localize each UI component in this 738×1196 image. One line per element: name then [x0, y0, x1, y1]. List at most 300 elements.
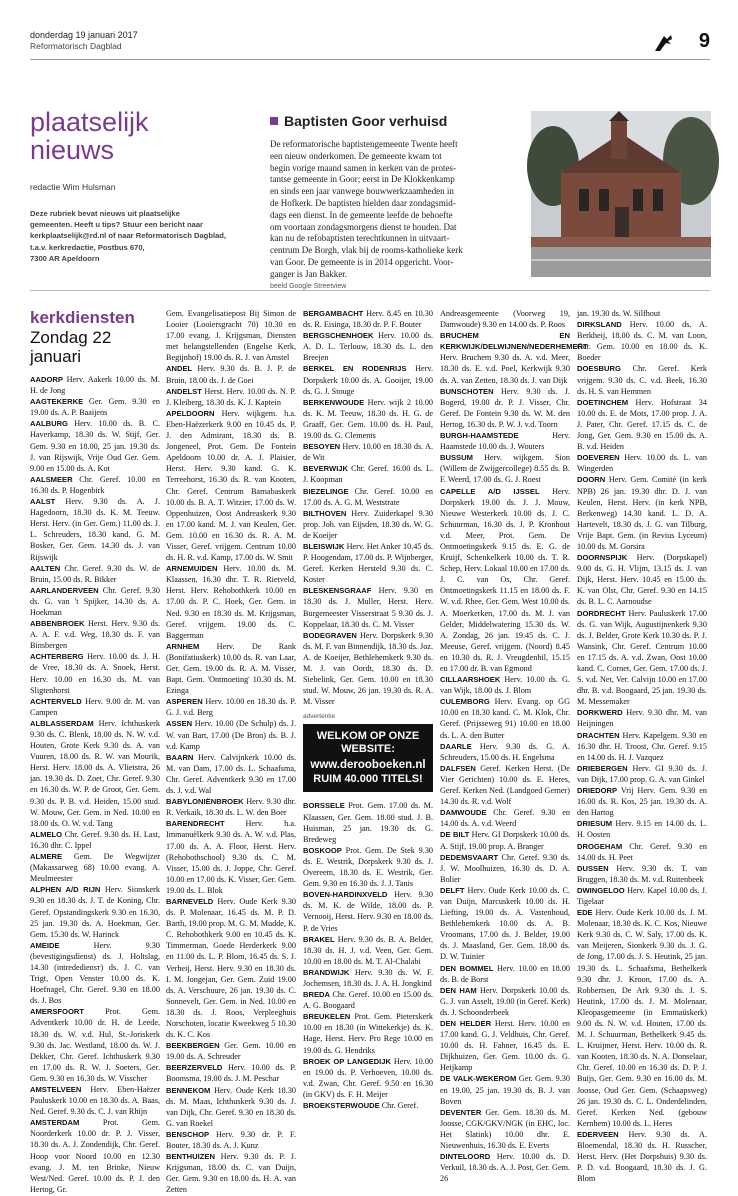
listing-place: AALBURG [30, 419, 68, 429]
listing-entry [166, 1040, 296, 1062]
listing-entry [440, 1151, 570, 1184]
listing-entry [577, 885, 707, 907]
listing-entry [166, 363, 296, 385]
section-editor: redactie Wim Hulsman [30, 182, 116, 192]
listing-entry [30, 563, 160, 585]
listing-place: DUSSEN [577, 863, 609, 873]
listing-details: Herv. 9.30 ds. B. J. P. de Bruin, 18.00 ds. J. de Goei [166, 364, 297, 385]
listing-details: Herv. 9.30 ds. A. J. Hagedoorn, 18.30 ds. K. M. Teeuw. Herst. Herv. (in Ger. Gem.) 11.00 ds. J. L. Schreuders, 18.30 kand. G. M. Bosker, Ger. Gem. 14.30 ds. J. van Rijswijk [30, 497, 161, 562]
listings-column-5 [577, 308, 708, 1184]
listing-details: Herv. wijk 2 10.00 ds. K. M. Teeuw, 18.30 ds. H. G. de Graaff, Ger. Gem. 10.00 ds. H. Paul, 19.00 ds. G. Clements [303, 397, 434, 441]
listing-entry [440, 885, 570, 963]
section-divider [30, 290, 710, 291]
listing-details: Herv. 9.30 (bevestigingsdienst) ds. J. Holtslag, 14.30 (intredediensт) ds. J. C. van Trigt, Open Venster 10.00 ds. K. Hoefnagel, Chr. Geref. 9.30 en 18.00 ds. J. Bos [30, 940, 160, 1006]
listing-details: Prot. Gem. Pieterskerk 10.00 en 18.30 (in Wittekerkje) ds. K. Hage, Herst. Herv. Pro Rege 10.00 en 19.00 ds. G. Hendriks [303, 1012, 433, 1055]
listing-entry [440, 1018, 570, 1073]
issue-date: donderdag 19 januari 2017 [30, 30, 138, 40]
listing-entry [30, 851, 160, 884]
listing-details: Herv. Dorpskerk 10.00 ds. G. J. van Asselt, 19.00 (in Geref. Kerk) ds. J. Schoonderbeek [440, 985, 570, 1017]
listing-entry [166, 818, 296, 896]
listing-place: ASPEREN [166, 697, 203, 707]
listing-details: Herv. Kapel 10.00 ds. J. Tigelaar [577, 885, 707, 906]
listing-place: DOORN [577, 475, 606, 485]
listing-details: Herv. Dorpskerk 19.00 ds. J. J. Mouw, Nieuwe Westerkerk 10.00 ds. J. C. Schuurman, 16.30 ds. J. P. Kronhout v.d. Meer, Prot. Gem. De Ontmoetingskerk 9.15 ds. E. G. de Kruijf, Schenkelkerk 10.00 ds. T. R. Schep, Herv. Lokaal 10.00 en 17.00 ds. J. C. van Os, Chr. Geref. Ontmoetingskerk 11.15 en 18.00 ds. F. W. v.d. Rhee, Ger. Gem. West 10.00 ds. A. Moerkerken, 17.00 ds. M. J. van Gelder, Middelwatering 15.30 ds. W. A. Zondag, 26 jan. 19.45 ds. C. J. Meeuse, Geref. vrijgem. (Noord) 8.45 en 10.30 ds. R. J. Vreugdenhil, 15.15 en 17.00 dr. B. van Egmond [440, 486, 571, 673]
listing-place: BENSCHOP [166, 1129, 210, 1139]
listing-details: Herv. 9.30 dr. P. F. Bouter, 18.30 ds. A. J. Kunz [166, 1129, 296, 1151]
listing-details: Herv. Het Anker 10.45 ds. P. Hoogendam, 17.00 ds. P. Wijnberger, Geref. Kerken Hersteld 9.30 ds. C. Koster [303, 541, 433, 585]
listing-place: ANDEL [166, 364, 193, 374]
listing-details: Prot. Gem. Noorderkerk 10.00 dr. P. J. Visser, 18.30 ds. A. J. Zondendijk, Chr. Geref. Hoop voor Noord 10.00 en 12.30 evang. J. M. ten Brinke, Nieuw West/Ned. Geref. 10.00 ds. P. J. den Hertog, Gr. [30, 1118, 160, 1194]
listing-entry [30, 396, 160, 418]
listing-details: Herv. Aakerk 10.00 ds. M. H. de Jong [30, 375, 160, 396]
listing-place: AADORP [30, 375, 63, 384]
listing-place: AMEIDE [30, 940, 60, 950]
listing-place: BRANDWIJK [303, 967, 350, 977]
listing-place: CAPELLE A/D IJSSEL [440, 486, 540, 496]
listing-place: ANDELST [166, 386, 202, 396]
listing-details: Herv. Oude Kerk 10.00 ds. C. van Duijn, Marcuskerk 10.00 ds. H. Liefting, 19.00 ds. A. Vastenhoud, Bethlehemkerk 10.00 ds. A. B. Vroomans, 17.00 ds. J. Belder, 19.00 ds. J. Maasland, Ger. Gem. 18.00 ds. D. W. Tuinier [440, 885, 570, 962]
listing-place: ALMERE [30, 852, 63, 862]
listing-entry [303, 967, 433, 989]
listing-entry [577, 608, 707, 708]
listing-entry [166, 718, 296, 751]
article-title: Baptisten Goor verhuisd [270, 113, 447, 129]
listing-place: DOEVEREN [577, 453, 620, 463]
listings-date: Zondag 22 januari [30, 328, 112, 366]
listing-place: DRIESUM [577, 819, 613, 829]
listing-details: Chr. Geref. 9.30 ds. G. van 't Spijker, 14.30 ds. A. Hoekman [30, 585, 160, 617]
listing-details: Herv. Zuiderkapel 9.30 prop. Joh. van Eijsden, 18.30 ds. W. G. de Koeijer [303, 508, 434, 540]
listing-entry [303, 845, 433, 889]
listing-details: Herv. 10.00 en 18.00 ds. B. de Borst [440, 963, 571, 984]
listing-details: Herv. 10.00 ds. B. C. Haverkamp, 18.30 ds. W. Stijf, Ger. Gem. 9.30 en 18.00, 25 jan. 19.30 ds. J. van Rijswijk, Vrije Oud Ger. Gem. 9.00 en 15.00 ds. A. Kot [30, 419, 160, 473]
listing-entry [303, 1011, 433, 1055]
listing-details: Herv. 9.30 ds. G. A. Schreuders, 15.00 ds. H. Engelsma [440, 741, 571, 762]
listing-entry [166, 641, 296, 696]
listing-place: AALSMEER [30, 474, 73, 484]
listing-entry [440, 308, 570, 330]
listing-place: DOORNSPIJK [577, 553, 628, 563]
listing-details: Chr. Geref. 9.30 ds. J. W. Moolhuizen, 16.30 ds. D. A. Bolier [440, 852, 570, 884]
listing-place: BABYLONIËNBROEK [166, 797, 244, 807]
listing-place: DELFT [440, 885, 465, 895]
listing-entry [30, 1006, 160, 1084]
listing-entry [166, 308, 296, 363]
listing-place: DALFSEN [440, 763, 476, 773]
listing-details: Herv. Hofstraat 34 10.00 ds. E. de Mots, 17.00 prop. J. A. J. Pater, Chr. Geref. 17.15 ds. C. de Jong, Ger. Gem. 9.30 en 15.00 ds. A. B. v.d. Heiden [577, 397, 707, 452]
listing-entry [577, 552, 707, 607]
listing-entry [303, 934, 433, 967]
listing-details: Chr. Geref. 10.00 en 17.00 ds. A. G. M. Weststrate [303, 486, 433, 507]
listing-details: Andreasgemeente (Voorweg 19, Damwoude) 9.30 en 14.00 ds. P. Roos [440, 309, 570, 330]
listing-entry [166, 796, 296, 818]
listing-place: ALPHEN A/D RIJN [30, 885, 101, 895]
listing-details: Herv. Evang. op GG 10.00 en 18.30 kand. C. M. Klok, Chr. Geref. (Prijsseweg 91) 10.00 en 18.00 ds. L. A. den Butter [440, 697, 571, 740]
listing-place: DINTELOORD [440, 1152, 491, 1162]
listing-details: Herv. 9.30 ds. M. K. de Wilde, 18.00 ds. P. Vernooij, Herst. Herv. 9.30 en 18.00 ds. P. de Vries [303, 890, 433, 933]
listing-place: BENNEKOM [166, 1085, 211, 1095]
listing-place: CULEMBORG [440, 697, 490, 707]
listing-place: BORSSELE [303, 801, 345, 811]
listing-entry [440, 674, 570, 696]
listings-column-2 [166, 308, 297, 1195]
listing-details: Herv. Haamstede 10.00 ds. J. Wouters [440, 431, 570, 452]
listing-entry [30, 585, 160, 618]
article-body: De reformatorische baptistengemeente Twente heeft een nieuw onderkomen. De gemeente kwam tot begin vorige maand samen in kerken van de protes- tantse gemeente in Goor; eerst in De Klokkenkamp en sinds een jaar vanwege bouwwerkzaamheden in de Hofkerk. De baptisten hielden daar zondagsmid- dags een dienst. In de gemeente leefde de behoefte om voortaan zondagsmorgens dienst te houden. Dat kan nu de refobaptisten terechtkunnen in uitvaart- centrum De Borgh, vlak bij de rooms-katholieke kerk van Goor. De gemeente is in 2014 opgericht. Voor- ganger is Jan Bakker. beeld Google Streetview [270, 139, 520, 292]
listing-details: Herv. Bruchem 9.30 ds. A. v.d. Meer, 18.30 ds. E. v.d. Poel, Kerkwijk 9.30 ds. A. van Zetten, 18.30 ds. J. van Dijk [440, 353, 570, 385]
listing-details: Herv. 10.00 ds. P. Boomsma, 19.00 ds. J. M. Peschar [166, 1063, 297, 1084]
listing-entry [577, 818, 707, 840]
listing-details: Chr. Geref. 9.30 ds. W. de Bruin, 15.00 ds. R. Bikker [30, 563, 160, 584]
listing-place: BURGH-HAAMSTEDE [440, 431, 519, 441]
listing-entry [440, 330, 588, 385]
listing-details: Geref. Kerken Herst. (De Vier Gerichten) 10.00 ds. E. Heres, Geref. Kerken Ned. (Landgoed Gerner) 14.30 ds. R. v.d. Wolf [440, 763, 570, 807]
listing-place: DE BILT [440, 830, 470, 840]
listing-details: Herv. 9.30 dhr. M. van Heijningen [577, 708, 707, 729]
listing-place: BREUKELEN [303, 1012, 351, 1022]
listing-place: DRIEDORP [577, 786, 618, 796]
listing-details: Herv. 10.00 ds. J. H. de Vree, 18.30 ds. A. Snoek, Herst. Herv. 10.00 en 16.30 ds. M. van Sligtenhorst [30, 652, 160, 695]
listing-entry [577, 863, 707, 885]
listing-details: Herv. 10.00 ds. D. Verkuil, 18.30 ds. A. J. Post, Ger. Gem. 26 [440, 1152, 571, 1184]
ad-website-link[interactable]: www.derooboeken.nl [310, 759, 426, 772]
listing-place: DORKWERD [577, 708, 623, 718]
listing-details: Herv. 9.30 ds. A. Bloemendal, 18.30 ds. H. Russcher, Herst. Herv. (Het Dorpshuis) 9.30 ds. P. D. v.d. Boogaard, 18.30 ds. J. G. Blom [577, 1129, 707, 1184]
newspaper-logo-icon [652, 32, 674, 54]
listing-details: jan. 19.30 ds. W. Silfhout [577, 309, 661, 318]
listing-details: Herv. wijkgem. Sion (Willem de Zwijgercollege) 8.55 ds. B. F. Weerd, 17.00 ds. G. J. Roest [440, 453, 570, 485]
listing-place: BEVERWIJK [303, 464, 349, 474]
church-photo [531, 111, 711, 277]
listing-entry [440, 985, 570, 1018]
newspaper-name: Reformatorisch Dagblad [30, 41, 122, 51]
listing-details: Herv. Oude Kerk 18.30 ds. M. Maas, Ichthuskerk 9.30 ds. J. van Dijk, Chr. Geref. 9.30 en 18.30 ds. G. van Roekel [166, 1085, 297, 1128]
listing-entry [166, 408, 296, 563]
listing-details: Herv. 10.00 ds. A. Berkheij, 18.00 ds. C. M. van Loon, Ger. Gem. 10.00 en 18.00 ds. K. Boeder [577, 320, 708, 363]
listing-details: Herv. 10.00 ds. A. D. L. Terlouw, 18.30 ds. L. den Breejen [303, 331, 433, 363]
listing-place: DORDRECHT [577, 608, 626, 618]
listing-place: DEN HAM [440, 985, 477, 995]
listing-place: BESOYEN [303, 442, 341, 452]
listing-details: Ger. Gem. 10.00 en 19.00 ds. A. Schreuder [166, 1041, 296, 1062]
listing-place: BARNEVELD [166, 896, 214, 906]
listing-entry [303, 889, 433, 933]
listing-entry [30, 884, 160, 939]
listing-details: Herv. 9.30 ds. J. Bogerd, 19.00 dr. P. J. Visser, Chr. Geref. De Fontein 9.30 ds. W. M. den Hertog, 16.30 ds. P. W. J. v.d. Toorn [440, 386, 570, 429]
listing-entry [30, 496, 160, 563]
listing-details: Chr. Geref. 10.00 en 15.00 ds. A. G. Boogaard [303, 990, 433, 1011]
listing-details: Herv. 9.30 dhr. R. Verkaik, 18.30 ds. L. W. den Boer [166, 797, 296, 818]
listing-place: DEVENTER [440, 1107, 482, 1117]
listing-place: AALST [30, 497, 56, 507]
listing-entry [577, 1129, 707, 1184]
listing-place: EDE [577, 908, 593, 918]
advertisement[interactable]: WELKOM OP ONZE WEBSITE: www.derooboeken.nl RUIM 40.000 TITELS! [303, 724, 433, 792]
listing-details: Herv. 10.00 ds. G. van Wijk, 18.00 ds. J. Blom [440, 675, 571, 696]
listing-details: Herv. 9.30 ds. T. van Bruggen, 18.30 ds. M. v.d. Ruitenbeek [577, 863, 708, 884]
listing-details: Prot. Gem. Adventkerk 10.00 dr. H. de Leede, 18.30 ds. W. v.d. Hul, St.-Joriskerk 9.30 ds. Jac. Westland, 18.00 ds. W. J. Dekker, Chr. Geref. Ichthuskerk 9.30 en 17.00 ds. R. W. J. Soeters, Ger. Gem. 9.30 en 16.30 ds. W. Visscher [30, 1007, 160, 1083]
listing-place: DEDEMSVAART [440, 852, 499, 862]
listing-entry [166, 752, 296, 796]
listing-details: Herv. GI Dorpskerk 10.00 ds. A. Stijf, 19.00 prop. A. Branger [440, 830, 570, 851]
listing-place: EDERVEEN [577, 1129, 619, 1139]
listing-place: BENTHUIZEN [166, 1152, 215, 1162]
listing-place: APELDOORN [166, 408, 215, 418]
listing-entry [577, 363, 707, 396]
listing-place: DAMWOUDE [440, 808, 487, 818]
listing-entry [577, 907, 707, 1129]
listing-place: BIEZELINGE [303, 486, 349, 496]
listing-details: Chr. Geref. 9.30 ds. H. Last, 16.30 dhr. C. Ippel [30, 829, 160, 850]
listing-place: DRIEBERGEN [577, 763, 628, 773]
listing-entry [577, 707, 707, 729]
listing-entry [577, 785, 707, 818]
listing-entry [440, 829, 570, 851]
listing-place: BERKEL EN RODENRIJS [303, 364, 407, 374]
listing-details: Herv. 10.00 en 18.30 ds. A. de Wit [303, 442, 433, 463]
listing-entry [30, 718, 160, 829]
listing-place: ARNEMUIDEN [166, 564, 218, 574]
listing-details: Herv. 10.00 ds. L. van Wingerden [577, 453, 708, 474]
listing-place: AARLANDERVEEN [30, 585, 99, 595]
listing-place: BERGAMBACHT [303, 309, 364, 318]
listing-place: BODEGRAVEN [303, 630, 357, 640]
listing-entry [440, 430, 570, 452]
listing-details: Herv. h.a. Immanuëlkerk 9.30 ds. A. W. v.d. Plas, 17.00 ds. A. A. Floor, Herst. Herv. (Rehobothschool) 9.30 ds. C. M. Visser, 15.00 ds. J. Joppe, Chr. Geref. 10.00 en 17.00 ds. K. Visser, Ger. Gem. 19.00 ds. L. Blok [166, 819, 297, 895]
listing-place: BLEISWIJK [303, 541, 345, 551]
listing-details: Ger. Gem. 9.30 en 19.00 ds. A. P. Baaijens [30, 397, 160, 418]
listing-place: AMSTELVEEN [30, 1085, 82, 1094]
listing-entry [577, 841, 707, 863]
listing-entry [440, 386, 570, 430]
ad-label: advertentie [303, 713, 336, 721]
listing-entry [166, 896, 296, 1040]
listing-place: AALTEN [30, 563, 61, 573]
listing-place: DOESBURG [577, 364, 621, 374]
listing-details: Gem. De Wegwijzer (Makassarweg 68) 10.00 evang. A. Meulmeester [30, 852, 161, 884]
listing-details: Herv. Calvijnkerk 10.00 ds. M. van Dam, 17.00 ds. L. Schaafsma, Chr. Geref. Adventkerk 9.30 en 17.00 ds. J. v.d. Wal [166, 752, 296, 796]
listing-details: Ger. Gem. 18.30 ds. M. Joosse, CGK/GKV/NGK (in EHC, loc. Het Slatink) 10.00 dhr. E. Nieuwenhuis, 16.30 ds. E. Everts [440, 1107, 571, 1151]
listing-place: BROEKSTERWOUDE [303, 1101, 380, 1110]
listing-details: Herv. 9.15 en 14.00 ds. L. H. Oosten [577, 819, 708, 840]
listing-entry [577, 397, 707, 452]
listing-entry [577, 452, 707, 474]
listing-entry [30, 940, 160, 1007]
listing-details: Herst. Herv. 10.00 ds. N. P. J. Kleiberg, 18.30 ds. K. J. Kaptein [166, 386, 297, 407]
listings-column-3 [303, 308, 434, 1110]
listing-entry [440, 963, 570, 985]
listing-place: BARENDRECHT [166, 819, 225, 829]
listing-details: Herv. GI 9.30 ds. J. van Dijk, 17.00 prop. G. A. van Ginkel [577, 763, 707, 784]
listing-entry [303, 541, 433, 585]
listing-details: Herv. (Dorpskapel) 9.00 ds. G. H. Vlijm, 13.15 ds. J. van Dijk, Herst. Herv. 10.45 en 15.00 ds. K. van Olst, Chr. Geref. 9.30 en 14.15 ds. B. L. C. Aarnoudse [577, 553, 708, 607]
listing-entry [303, 486, 433, 508]
listing-entry [30, 374, 160, 396]
page-number: 9 [698, 30, 710, 52]
listing-entry [303, 308, 433, 330]
listing-entry [30, 829, 160, 851]
listing-details: Herv. 9.00 dr. M. van Campen [30, 696, 160, 717]
listing-place: AMERSFOORT [30, 1007, 84, 1017]
listing-entry [440, 452, 570, 485]
listing-place: BUSSUM [440, 453, 473, 463]
listing-place: AMSTERDAM [30, 1118, 80, 1128]
section-title: plaatselijk nieuws [30, 107, 149, 165]
listing-details: Chr. Geref. Kerk vrijgem. 9.30 ds. C. v.d. Beek, 16.30 ds. H. S. van Hemmen [577, 364, 707, 396]
listing-details: Prot. Gem. De Stek 9.30 ds. E. Westrik, Dorpskerk 9.30 ds. J. Overeem, 18.30 ds. E. Westrik, Ger. Gem. 9.30 en 16.30 ds. J. J. Tanis [303, 845, 434, 889]
listing-entry [440, 486, 570, 675]
listing-entry [577, 308, 707, 319]
listing-entry [166, 1129, 296, 1151]
listing-details: Herv. Dorpskerk 9.30 ds. M. F. van Binnendijk, 18.30 ds. Joz. A. de Koeijer, Bethlehemkerk 9.30 ds. M. J. van Oordt, 18.30 ds. D. Siebelink, Ger. Gem. 10.00 en 18.30 stud. W. Mouw, 26 jan. 19.30 ds. R. A. M. Visser [303, 630, 433, 707]
listing-place: DOETINCHEM [577, 397, 629, 407]
listing-entry [303, 800, 433, 844]
listing-place: BLESKENSGRAAF [303, 586, 372, 596]
listing-entry [166, 563, 296, 641]
listing-details: Herv. 9.30 ds. B. A. Belder, 18.30 ds. H. J. v.d. Veen, Ger. Gem. 10.00 en 18.00 ds. M. T. Al-Chalabi [303, 934, 433, 966]
listing-details: Herv. Kapelgem. 9.30 en 16.30 dhr. H. Troost, Chr. Geref. 9.15 en 14.00 ds. H. J. Vazquez [577, 730, 707, 762]
bullet-square-icon [270, 117, 278, 125]
listing-entry [577, 474, 707, 552]
listing-entry [303, 363, 433, 396]
listing-entry [30, 651, 160, 695]
listing-place: BEEKBERGEN [166, 1041, 220, 1051]
listing-entry [30, 618, 160, 651]
listing-details: Herst. Herv. 10.00 en 17.00 kand. G. J. Veldhuis, Chr. Geref. 10.00 ds. H. Fahner, 16.45 ds. E. Dijkhuizen, Ger. Gem. 10.00 ds. G. Heijkamp [440, 1019, 571, 1073]
listing-entry [303, 330, 433, 363]
listing-entry [303, 463, 433, 485]
listing-place: DRACHTEN [577, 730, 620, 740]
listing-place: BILTHOVEN [303, 508, 347, 518]
listing-place: BREDA [303, 990, 331, 1000]
listing-entry [577, 319, 707, 363]
listing-place: DEN BOMMEL [440, 963, 494, 973]
listing-entry [440, 763, 570, 807]
listing-entry [166, 1151, 296, 1195]
listing-place: ALBLASSERDAM [30, 718, 94, 728]
listing-entry [303, 630, 433, 708]
listing-place: DE VALK-WEKEROM [440, 1074, 517, 1084]
listing-details: Chr. Geref. 16.00 ds. L. J. Koopman [303, 464, 433, 485]
listing-details: Gem. Evangelisatiepost Bij Simon de Looier (Looiersgracht 70) 10.30 en 17.00 evang. J. Krijgsman, Diensten met belangstellenden (Engelse Kerk, Begijnhof) 19.00 ds. R. J. van Amstel [166, 309, 296, 363]
listing-place: ASSEN [166, 719, 193, 729]
page-header [30, 30, 710, 60]
listing-details: Herv. Ichthuskerk 9.30 ds. C. Blenk, 18.00 ds. N. W. v.d. Houten, Grote Kerk 9.30 ds. A. van Vuuren, 18.00 ds. R. W. van Mourik, Herst. Herv. 18.00 ds. A. Vlietstra, 26 jan. 19.30 ds. D. Zoet, Chr. Geref. 9.30 en 16.30 ds. W. P. de Groot, Ger. Gem. 9.30 ds. P. B. v.d. Heiden, 15.00 stud. W. Mouw, Ger. Gem. in Ned. 10.00 en 18.00 ds. O. W. v.d. Tang [30, 718, 160, 828]
listing-place: DROGEHAM [577, 841, 623, 851]
listing-entry [30, 474, 160, 496]
listing-place: BOSKOOP [303, 845, 342, 855]
listing-details: Chr. Geref. 9.30 en 14.00 ds. H. Peet [577, 841, 707, 862]
listing-details: Herv. 9.30 ds. P. J. Krijgsman, 18.00 ds. C. van Duijn, Ger. Gem. 9.30 en 18.00 ds. H. A. van Zetten [166, 1152, 296, 1195]
listing-details: Chr. Geref. 9.30 en 14.00 ds. A. v.d. Weerd [440, 808, 570, 829]
listing-entry [166, 1085, 296, 1129]
listing-place: ALMELO [30, 829, 63, 839]
listing-details: Herv. Oude Kerk 10.00 ds. J. M. Molenaar, 18.30 ds. K. C. Kos, Nieuwe Kerk 9.30 ds. C. W. Saly, 17.00 ds. K. van Meijeren, Sionkerk 9.30 ds. J. G. de Jong, 17.00 ds. J. S. Heutink, 25 jan. 19.30 ds. L. Schaafsma, Bethelkerk 9.30 dhr. J. Kroon, 17.00 ds. A. Robbertsen, De Ark 9.30 ds. J. S. Heutink, 17.00 ds. J. M. Molenaar, Kleopasgemeente (in Emmaüskerk) 9.00 ds. N. W. v.d. Houten, 17.00 ds. M. J. Schuurman, Bethelkerk 9.45 ds. L. Kruijmer, Herst. Herv. 10.00 ds. R. van Kooten, 18.30 ds. N. A. Donselaar, Chr. Geref. 10.00 en 16.30 ds. D. P. J. Buijs, Ger. Gem. 9.30 en 16.00 ds. M. Joosse, Oud Ger. Gem. (Schaapsweg) 26 jan. 19.30 ds. C. L. Onderdelinden, Geref. Kerken Ned. (gebouw Kernhem) 10.00 ds. L. Heres [577, 908, 708, 1128]
listing-place: DEN HELDER [440, 1019, 492, 1028]
listing-entry [30, 696, 160, 718]
listing-details: Herv. 10.00 en 18.30 ds. P. G. J. v.d. Berg [166, 697, 296, 718]
listing-details: Herv. Gem. Comité (in kerk NPB) 26 jan. 19.30 dhr. D. J. van Keulen, Herst. Herv. (in kerk NPB, Berkenweg) 14.30 kand. L. D. A. Hartevelt, 18.30 ds. J. G. van Tilburg, Vrije Bapt. Gem. (in Revius Lyceum) 10.00 ds. M. Gorsira [577, 475, 708, 551]
listing-entry [30, 1084, 160, 1117]
listing-place: ABBENBROEK [30, 619, 85, 629]
listing-details: Herv. 10.00 en 19.00 ds. P. Verhoeven, 10.00 ds. v.d. Zwan, Chr. Geref. 9.50 en 16.30 (in GKV) ds. F. H. Meijer [303, 1056, 434, 1099]
listing-entry [166, 696, 296, 718]
listing-place: BUNSCHOTEN [440, 386, 494, 396]
listing-place: DIRKSLAND [577, 320, 622, 330]
listing-details: Herv. 9.30 ds. W. F. Jochemsen, 18.30 ds. J. A. H. Jongkind [303, 967, 434, 988]
listing-entry [440, 696, 570, 740]
listing-entry [440, 807, 570, 829]
listing-details: Chr. Geref. 10.00 en 16.30 ds. P. Hogenbirk [30, 474, 160, 495]
listing-details: Chr. Geref. [381, 1101, 419, 1110]
listing-details: Herv. De Rank (Bonifatiuskerk) 10.00 ds. R. van Laar, Ger. Gem. 19.00 ds. R. A. M. Visser, Bapt. Gem. 'Ontmoeting' 10.30 ds. M. Ezinga [166, 641, 297, 696]
listing-place: BRUCHEM EN KERKWIJK/DELWIJNEN/NEDERHEMERT [440, 331, 588, 352]
listings-column-1 [30, 308, 161, 1194]
listing-place: BAARN [166, 752, 194, 762]
listing-place: BERGSCHENHOEK [303, 331, 374, 341]
listing-entry [440, 741, 570, 763]
listing-details: Herv. wijkgem. h.a. Eben-Haëzerkerk 9.00 en 10.45 ds. P. J. den Admirant, 18.30 ds. B. Jongeneel, Prot. Gem. De Fontein Apeldoorn 10.00 dr. A. J. Plaisier, Herst. Herv. 9.30 kand. G. K. Terreehorst, 16.30 ds. R. van Kooten, Chr. Geref. Centrum Barnabaskerk 10.00 ds. B. A. T. Witzier, 17.00 ds. W. Oppenhuizen, Oost Andreaskerk 9.30 en 17.00 kand. M. J. van Keulen, Ger. Gem. 10.00 en 16.30 ds. R. A. M. Visser, Geref. vrijgem. Centrum 10.00 ds. H. R. v.d. Kamp, 17.00 ds. W. Smit [166, 408, 297, 563]
listing-place: DWINGELOO [577, 885, 625, 895]
listing-details: Herv. Oude Kerk 9.30 ds. P. Molenaar, 16.45 ds. M. P. D. Barth, 19.00 prop. M. G. M. Mudde, K. C. Rehobothkerk 9.00 en 10.45 ds. K. Timmerman, Goede Herderkerk 9.00 en 11.00 ds. L. P. Blom, 16.45 ds. S. J. Verheij, Herst. Herv. 9.30 en 18.30 ds. I. M. Jongejan, Ger. Gem. Zuid 19.00 ds. A. Verschuure, 26 jan. 19.30 ds. C. Sonnevelt, Ger. Gem. in Ned. 10.00 en 18.30 ds. J. Roos, Verpleeghuis Norschoten, locatie Kweekweg 5 10.30 ds. K. C. Kos [166, 896, 297, 1040]
listing-place: ACHTERVELD [30, 696, 82, 706]
listing-entry [303, 585, 433, 629]
listing-details: Herv. Dorpskerk 10.00 ds. A. Gooijer, 19.00 ds. G. J. Stouge [303, 364, 433, 396]
listing-details: Prot. Gem. 17.00 ds. M. Klaassen, Ger. Gem. 18.00 stud. J. B. Huisman, 25 jan. 19.30 ds. G. Bredeweg [303, 801, 434, 844]
listing-place: ACHTERBERG [30, 652, 84, 662]
listing-details: Herv. 9.30 en 18.30 ds. J. Muller, Herst. Herv. Burgemeester Visserstraat 5 9.30 ds. J. Koppelaar, 18.30 ds. C. M. Visser [303, 586, 433, 629]
section-notice: Deze rubriek bevat nieuws uit plaatselijke gemeenten. Heeft u tips? Stuur een bericht naar kerkplaatselijk@rd.nl of naar Reformatorisch Dagblad, t.a.v. kerkredactie, Postbus 670, 7300 AR Apeldoorn [30, 209, 227, 263]
listing-entry [303, 1100, 433, 1111]
listing-place: BEERZERVELD [166, 1063, 223, 1073]
listing-place: AAGTEKERKE [30, 397, 84, 407]
listing-entry [30, 418, 160, 473]
listing-details: Herst. Herv. 9.30 ds. A. A. F. v.d. Weg, 18.30 ds. F. van Binsbergen [30, 619, 160, 651]
listing-entry [440, 1073, 570, 1106]
listing-details: Herv. Eben-Haëzer Pauluskerk 10.00 en 18.30 ds. A. Baas, Ned. Geref. 9.30 ds. C. J. van Rhijn [30, 1085, 161, 1117]
listing-place: CILLAARSHOEK [440, 675, 501, 685]
listing-place: BROEK OP LANGEDIJK [303, 1056, 391, 1066]
listing-details: Ger. Gem. 9.30 en 19.00, 25 jan. 19.30 ds. B. J. van Boven [440, 1074, 570, 1106]
listings-column-4 [440, 308, 588, 1184]
listing-entry [303, 397, 433, 441]
listing-details: Vrij Herv. Gem. 9.30 en 16.00 ds. R. Kos, 25 jan. 19.30 ds. A. den Hartog [577, 786, 707, 818]
listing-entry [303, 989, 433, 1011]
listing-entry [30, 1117, 160, 1195]
listing-entry [303, 441, 433, 463]
listing-entry [440, 852, 570, 885]
listings-heading: kerkdiensten [30, 308, 135, 327]
listing-entry [166, 1062, 296, 1084]
listing-entry [440, 1107, 570, 1151]
listing-details: Herv. 10.00 (De Schulp) ds. J. W. van Bart, 17.00 (De Bron) ds. B. J. v.d. Kamp [166, 719, 297, 751]
listing-entry [166, 386, 296, 408]
listing-details: Herv. Pauluskerk 17.00 ds. G. van Wijk, Augustijnenkerk 9.30 ds. J. Belder, Grote Kerk 10.30 ds. P. J. Wansink, Chr. Geref. Centrum 10.00 en 17.15 ds. A. v.d. Zwan, Oost 10.00 kand. C. Cornet, Ger. Gem. 17.00 ds. J. S. v.d. Net, Ver. Calvijn 10.00 en 17.00 dhr. B. v.d. Boogaard, 25 jan. 19.30 ds. M. Messemaker [577, 608, 708, 707]
listing-entry [577, 730, 707, 763]
listing-entry [303, 1056, 433, 1100]
listing-entry [577, 763, 707, 785]
listing-details: Herv. 8.45 en 10.30 ds. R. Eisinga, 18.30 dr. P. F. Bouter [303, 309, 433, 330]
listing-details: Herv. Sionskerk 9.30 en 18.30 ds. J. T. de Koning, Chr. Geref. Opstandingskerk 9.30 en 16.30, 25 jan. 19.30 ds. A. Hoekman, Ger. Gem. 15.30 ds. W. Harinck [30, 885, 160, 939]
listing-details: Herv. 10.00 ds. M. Klaassen, 16.30 dhr. T. R. Rietveld, Herst. Herv. Rehobothkerk 10.00 en 17.00 ds. P. C. Hoek, Ger. Gem. in Ned. 9.30 en 18.30 ds. M. Krijgsman, Geref. vrijgem. 19.00 ds. C. Baggerman [166, 564, 296, 640]
listing-place: BOVEN-HARDINXVELD [303, 890, 388, 900]
listing-place: BRAKEL [303, 934, 335, 944]
listing-entry [303, 508, 433, 541]
listing-place: DAARLE [440, 741, 472, 751]
photo-credit: beeld Google Streetview [270, 282, 347, 290]
listing-place: BERKENWOUDE [303, 397, 365, 407]
listing-place: ARNHEM [166, 641, 200, 651]
